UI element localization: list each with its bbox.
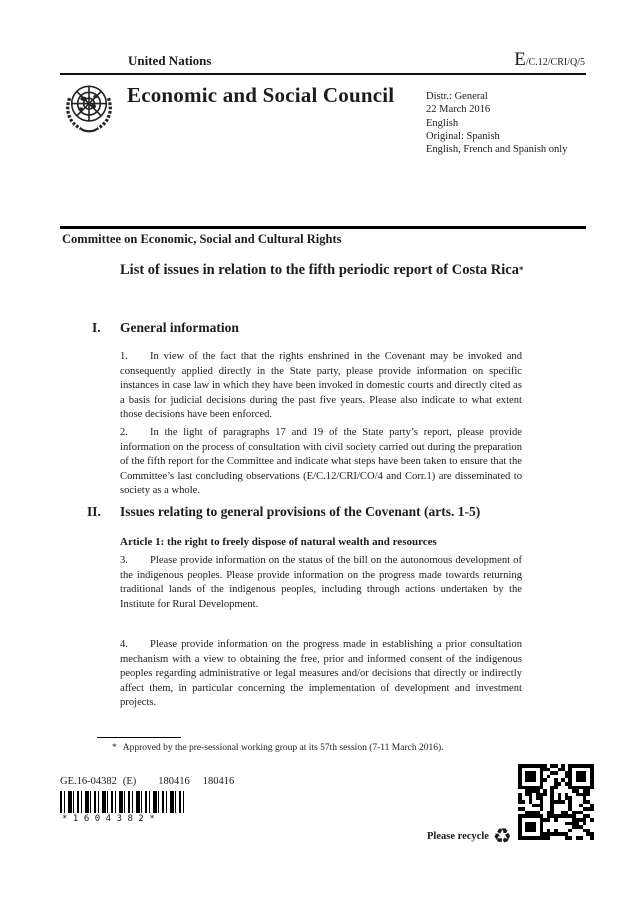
paragraph-3 [120,554,522,612]
paragraph-number: 4. [120,639,128,650]
paragraph-text: Please provide information on the status of the bill on the autonomous development of the indigenous peoples. Please provide information on the progress made towards returning traditional lands of the indigenous peoples, including through actions undertaken by the Institute for Rural Development. [120,555,522,610]
ge-reference [60,776,234,787]
recycle-icon: ♻ [492,824,512,848]
barcode-text: *1604382* [62,814,161,824]
document-symbol [514,50,585,70]
article-subheading: Article 1: the right to freely dispose of natural wealth and resources [120,536,437,548]
distr-line: English, French and Spanish only [426,144,568,156]
paragraph-number: 1. [120,351,128,362]
section-heading-text: Issues relating to general provisions of the Covenant (arts. 1-5) [120,504,481,519]
paragraph-text: In the light of paragraphs 17 and 19 of the State party’s report, please provide information on the process of consultation with civil society carried out during the preparation of the fifth report for the Committee and indicate what steps have been taken to ensure that the Committee’s last concluding observations (E/C.12/CRI/CO/4 and Corr.1) are disseminated to society as a whole. [120,427,522,497]
paragraph-2 [120,426,522,499]
committee-name: Committee on Economic, Social and Cultural Rights [62,232,342,246]
section-heading-text: General information [120,320,239,335]
header-rule-thin [60,73,586,75]
qr-code [518,764,592,838]
paragraph-text: Please provide information on the progress made in establishing a prior consultation mechanism with a view to obtaining the free, prior and informed consent of the indigenous peoples regarding administrative or legal measures and/or decisions that directly or indirectly affect them, in particular concerning the implementation of development and investment projects. [120,639,522,709]
footer-date-2: 180416 [202,776,235,787]
distr-line: 22 March 2016 [426,104,491,116]
paragraph-1 [120,350,522,423]
section-heading-1 [92,320,239,336]
un-emblem-icon [62,82,116,136]
recycle-label: Please recycle [427,831,489,842]
section-numeral: I. [92,320,101,335]
distr-line: Distr.: General [426,91,488,102]
document-symbol-rest: /C.12/CRI/Q/5 [525,57,585,68]
page-title [120,261,544,280]
section-numeral: II. [87,504,101,519]
footnote-text: Approved by the pre-sessional working group at its 57th session (7-11 March 2016). [122,743,444,753]
language-code: (E) [122,776,137,787]
paragraph-4 [120,638,522,711]
recycle-notice [427,826,512,847]
page-title-text: List of issues in relation to the fifth periodic report of Costa Rica [120,262,519,278]
council-title: Economic and Social Council [127,83,395,107]
header-rule-thick [60,226,586,229]
distribution-block [426,90,567,156]
title-footnote-marker: * [518,265,524,275]
section-heading-2 [87,504,480,520]
barcode [60,791,186,813]
paragraph-number: 2. [120,427,128,438]
paragraph-number: 3. [120,555,128,566]
footnote-divider [97,737,181,738]
ge-number: GE.16-04382 [60,776,117,787]
united-nations-label: United Nations [128,53,212,68]
distr-line: Original: Spanish [426,130,500,142]
footnote [112,743,542,753]
footnote-marker: * [112,743,117,753]
footer-date-1: 180416 [158,776,190,787]
paragraph-text: In view of the fact that the rights enshrined in the Covenant may be invoked and consequently applied directly in the State party, please provide information on specific instances in case law in which they have been invoked in domestic courts and directly cited as a basis for judicial decisions during the past five years. Please also indicate to what extent those decisions have been enforced. [120,351,522,421]
distr-line: English [426,117,459,129]
document-symbol-main: E [514,49,526,70]
